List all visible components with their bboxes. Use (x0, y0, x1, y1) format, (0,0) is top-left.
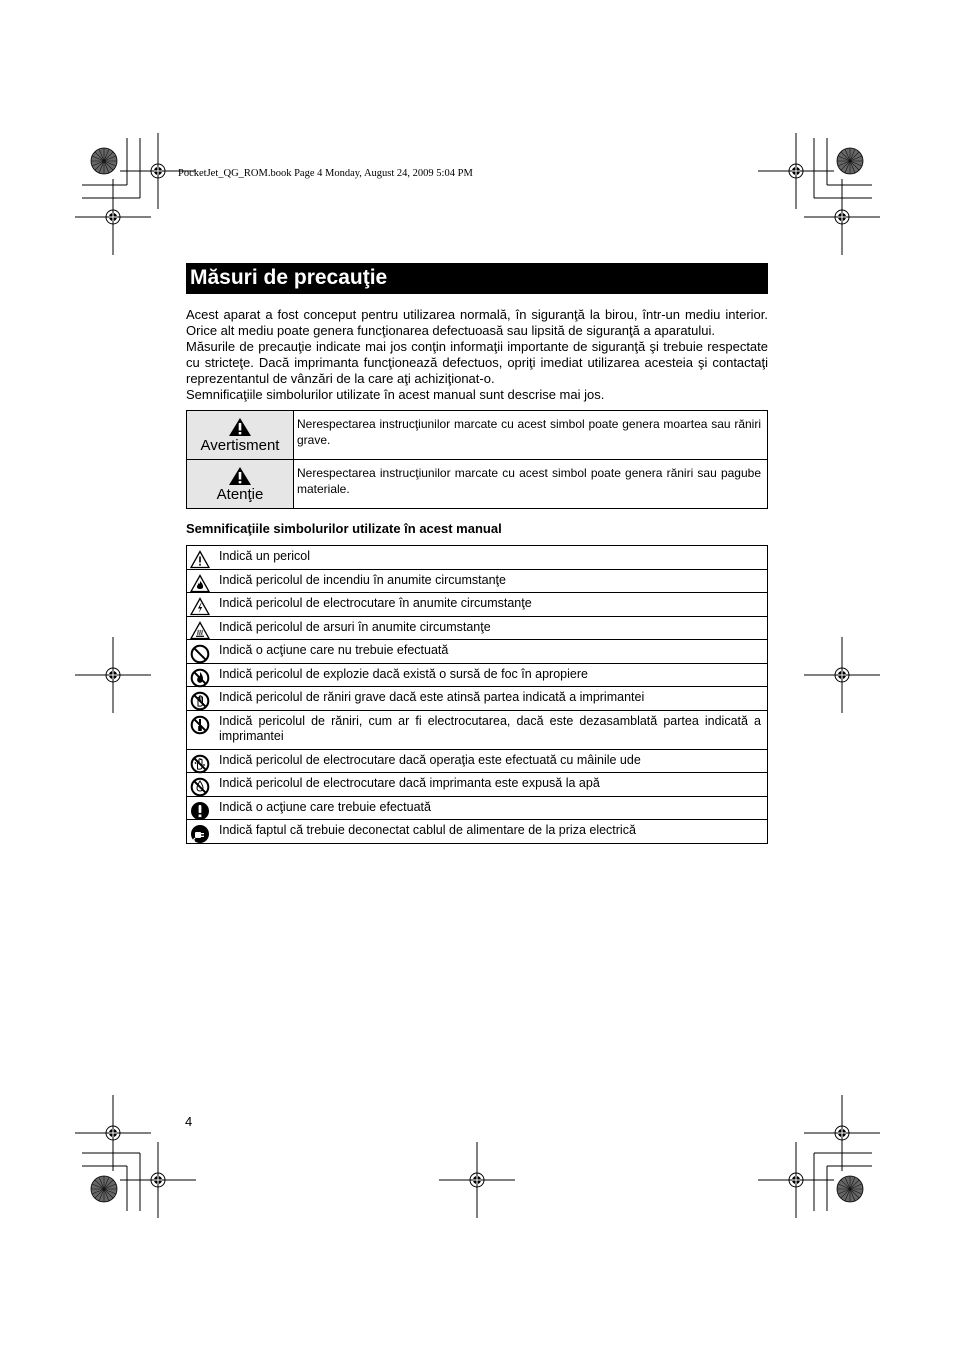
intro-paragraph: Măsurile de precauţie indicate mai jos conţin informaţii importante de siguranţă şi trebuie respectate cu stricteţe. Dacă imprimanta funcţionează defectuos, opriţi imediat utilizarea acesteia şi contactaţi reprezentantul de vânzări de la care aţi achiziţionat-o. (186, 339, 768, 386)
symbol-description: Indică o acţiune care trebuie efectuată (219, 799, 431, 814)
caution-description: Nerespectarea instrucţiunilor marcate cu acest simbol poate genera răniri sau pagube materiale. (294, 460, 768, 509)
warning-description: Nerespectarea instrucţiunilor marcate cu acest simbol poate genera moartea sau răniri grave. (294, 411, 768, 460)
symbol-description: Indică pericolul de răniri, cum ar fi electrocutarea, dacă este dezasamblată partea indicată a imprimantei (219, 713, 761, 743)
no-water-icon (190, 777, 210, 797)
print-header-info: PocketJet_QG_ROM.book Page 4 Monday, August 24, 2009 5:04 PM (178, 168, 473, 179)
symbol-cell (187, 687, 768, 711)
symbol-cell (187, 820, 768, 844)
table-row (187, 796, 768, 820)
symbol-cell (187, 616, 768, 640)
table-row (187, 460, 768, 509)
fire-hazard-icon (190, 574, 210, 593)
table-row (187, 569, 768, 593)
warning-triangle-icon (228, 417, 252, 437)
do-not-disassemble-icon (190, 715, 210, 735)
table-row (187, 749, 768, 773)
symbol-cell (187, 593, 768, 617)
symbol-description: Indică faptul că trebuie deconectat cablul de alimentare de la priza electrică (219, 823, 636, 837)
table-row (187, 411, 768, 460)
intro-paragraph: Semnificaţiile simbolurilor utilizate în acest manual sunt descrise mai jos. (186, 387, 605, 402)
table-row (187, 773, 768, 797)
mandatory-action-icon (190, 801, 210, 821)
warning-levels-table (186, 410, 768, 509)
symbol-description: Indică pericolul de electrocutare în anumite circumstanţe (219, 596, 532, 610)
symbol-cell (187, 796, 768, 820)
symbols-heading: Semnificaţiile simbolurilor utilizate în acest manual (186, 521, 502, 536)
symbol-description: Indică pericolul de explozie dacă există o sursă de foc în apropiere (219, 666, 588, 681)
electric-shock-icon (190, 597, 210, 616)
symbol-description: Indică un pericol (219, 549, 311, 563)
intro-paragraph: Acest aparat a fost conceput pentru utilizarea normală, în siguranţă la birou, într-un mediu interior. Orice alt mediu poate genera funcţionarea defectuoasă sau lipsită de siguranţă a aparatului. (186, 307, 768, 338)
caution-label-cell (187, 460, 294, 509)
symbol-description: Indică pericolul de incendiu în anumite circumstanţe (219, 572, 506, 587)
symbol-description: Indică pericolul de răniri grave dacă este atinsă partea indicată a imprimantei (219, 690, 645, 704)
unplug-icon (190, 824, 210, 844)
table-row (187, 593, 768, 617)
table-row (187, 640, 768, 664)
warning-label: Avertisment (200, 437, 280, 454)
symbol-cell (187, 749, 768, 773)
table-row (187, 546, 768, 570)
caution-label: Atenţie (216, 486, 264, 503)
table-row (187, 710, 768, 749)
symbol-cell (187, 710, 768, 749)
no-open-flame-icon (190, 668, 210, 688)
symbols-table (186, 545, 768, 844)
table-row (187, 616, 768, 640)
do-not-touch-icon (190, 691, 210, 711)
warning-label-cell (187, 411, 294, 460)
intro-text (186, 307, 768, 403)
page-title-bar (186, 263, 768, 294)
caution-triangle-icon (228, 466, 252, 486)
symbol-cell (187, 569, 768, 593)
table-row (187, 687, 768, 711)
symbol-description: Indică pericolul de electrocutare dacă imprimanta este expusă la apă (219, 776, 600, 790)
symbol-cell (187, 546, 768, 570)
table-row (187, 663, 768, 687)
symbol-description: Indică o acţiune care nu trebuie efectuată (219, 643, 449, 657)
no-wet-hands-icon (190, 754, 210, 774)
symbol-description: Indică pericolul de electrocutare dacă operaţia este efectuată cu mâinile ude (219, 752, 641, 767)
symbol-cell (187, 663, 768, 687)
prohibited-icon (190, 644, 210, 664)
table-row (187, 820, 768, 844)
hot-surface-icon (190, 621, 210, 640)
danger-triangle-icon (190, 550, 210, 569)
page-title: Măsuri de precauţie (190, 266, 388, 289)
symbol-cell (187, 640, 768, 664)
page-number: 4 (185, 1114, 193, 1129)
symbol-cell (187, 773, 768, 797)
symbol-description: Indică pericolul de arsuri în anumite circumstanţe (219, 619, 491, 634)
